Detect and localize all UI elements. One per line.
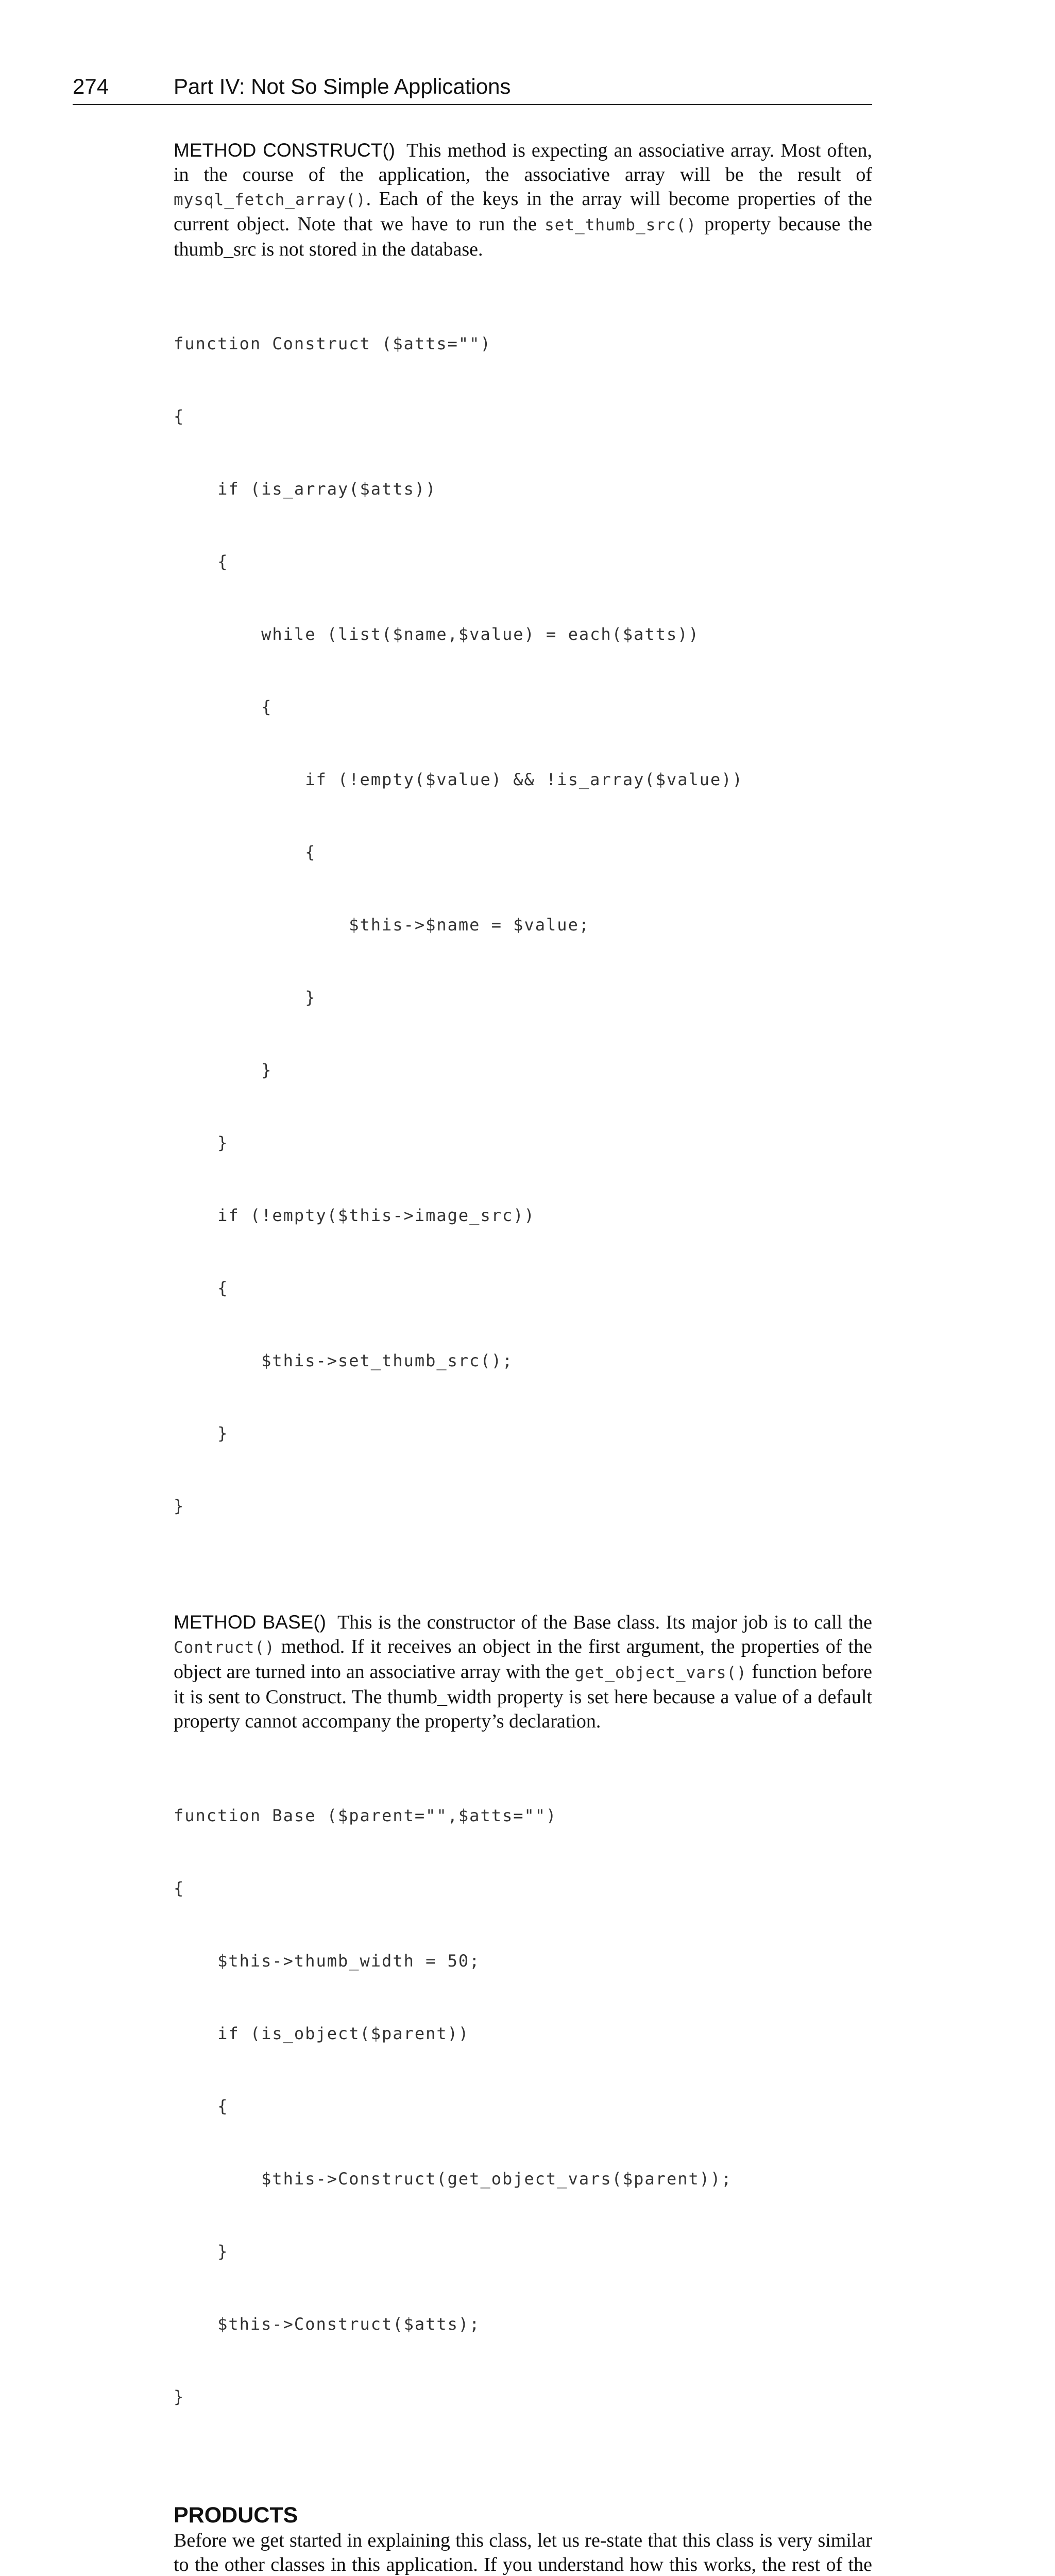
code-line: while (list($name,$value) = each($atts)): [174, 624, 700, 644]
code-line: {: [174, 2096, 229, 2116]
method-base-code-1: Contruct(): [174, 1638, 275, 1657]
code-line: }: [174, 1423, 229, 1443]
base-code-listing: [174, 1755, 872, 2458]
method-construct-code-1: mysql_fetch_array(): [174, 191, 366, 209]
method-construct-text-2: . Each of the keys in the array will become properties of the current object. Note that we have to run the: [174, 188, 872, 235]
method-construct-paragraph: [174, 138, 872, 262]
method-base-text-3: function before it is sent to Construct. The thumb_width property is set here because a value of a default property cannot accompany the property’s declaration.: [174, 1661, 873, 1732]
method-construct-heading: METHOD CONSTRUCT(): [174, 140, 396, 161]
code-line: {: [174, 1878, 185, 1898]
code-line: }: [174, 2387, 185, 2406]
code-line: $this->Construct($atts);: [174, 2314, 481, 2334]
method-base-text-1: This is the constructor of the Base class. Its major job is to call the: [337, 1612, 872, 1633]
code-line: if (!empty($value) && !is_array($value)): [174, 770, 743, 789]
code-line: {: [174, 552, 229, 571]
code-line: }: [174, 1133, 229, 1153]
code-line: }: [174, 988, 316, 1007]
method-base-paragraph: [174, 1610, 872, 1734]
page-number: 274: [73, 74, 109, 98]
running-head: Part IV: Not So Simple Applications: [174, 74, 511, 98]
code-line: }: [174, 1060, 273, 1080]
page-header: [73, 71, 872, 105]
method-base-text-2: method. If it receives an object in the first argument, the properties of the object are turned into an associative array with the: [174, 1636, 872, 1683]
method-base-code-2: get_object_vars(): [574, 1664, 747, 1682]
code-line: function Construct ($atts=""): [174, 334, 491, 353]
code-line: {: [174, 842, 316, 862]
code-line: if (!empty($this->image_src)): [174, 1206, 535, 1225]
code-line: {: [174, 1278, 229, 1298]
code-line: function Base ($parent="",$atts=""): [174, 1806, 557, 1825]
method-construct-text-1: This method is expecting an associative array. Most often, in the course of the application, the associative array will be the result of: [174, 140, 872, 185]
code-line: $this->Construct(get_object_vars($parent));: [174, 2169, 733, 2189]
products-paragraph: Before we get started in explaining this class, let us re-state that this class is very similar to the other classes in this application. If you understand how this works, the rest of the: [174, 2530, 872, 2575]
construct-code-listing: [174, 283, 872, 1567]
code-line: $this->set_thumb_src();: [174, 1351, 514, 1370]
method-base-heading: METHOD BASE(): [174, 1612, 326, 1633]
code-line: {: [174, 406, 185, 426]
method-construct-code-2: set_thumb_src(): [544, 216, 697, 234]
method-construct-text-3: property because the thumb_src is not stored in the database.: [174, 213, 872, 260]
code-line: {: [174, 697, 273, 717]
code-line: }: [174, 2242, 229, 2261]
code-line: }: [174, 1496, 185, 1516]
page-content: [174, 138, 872, 2576]
code-line: if (is_object($parent)): [174, 2024, 470, 2043]
code-line: if (is_array($atts)): [174, 479, 437, 499]
products-heading: PRODUCTS: [174, 2503, 298, 2528]
code-line: $this->thumb_width = 50;: [174, 1951, 481, 1971]
code-line: $this->$name = $value;: [174, 915, 590, 935]
